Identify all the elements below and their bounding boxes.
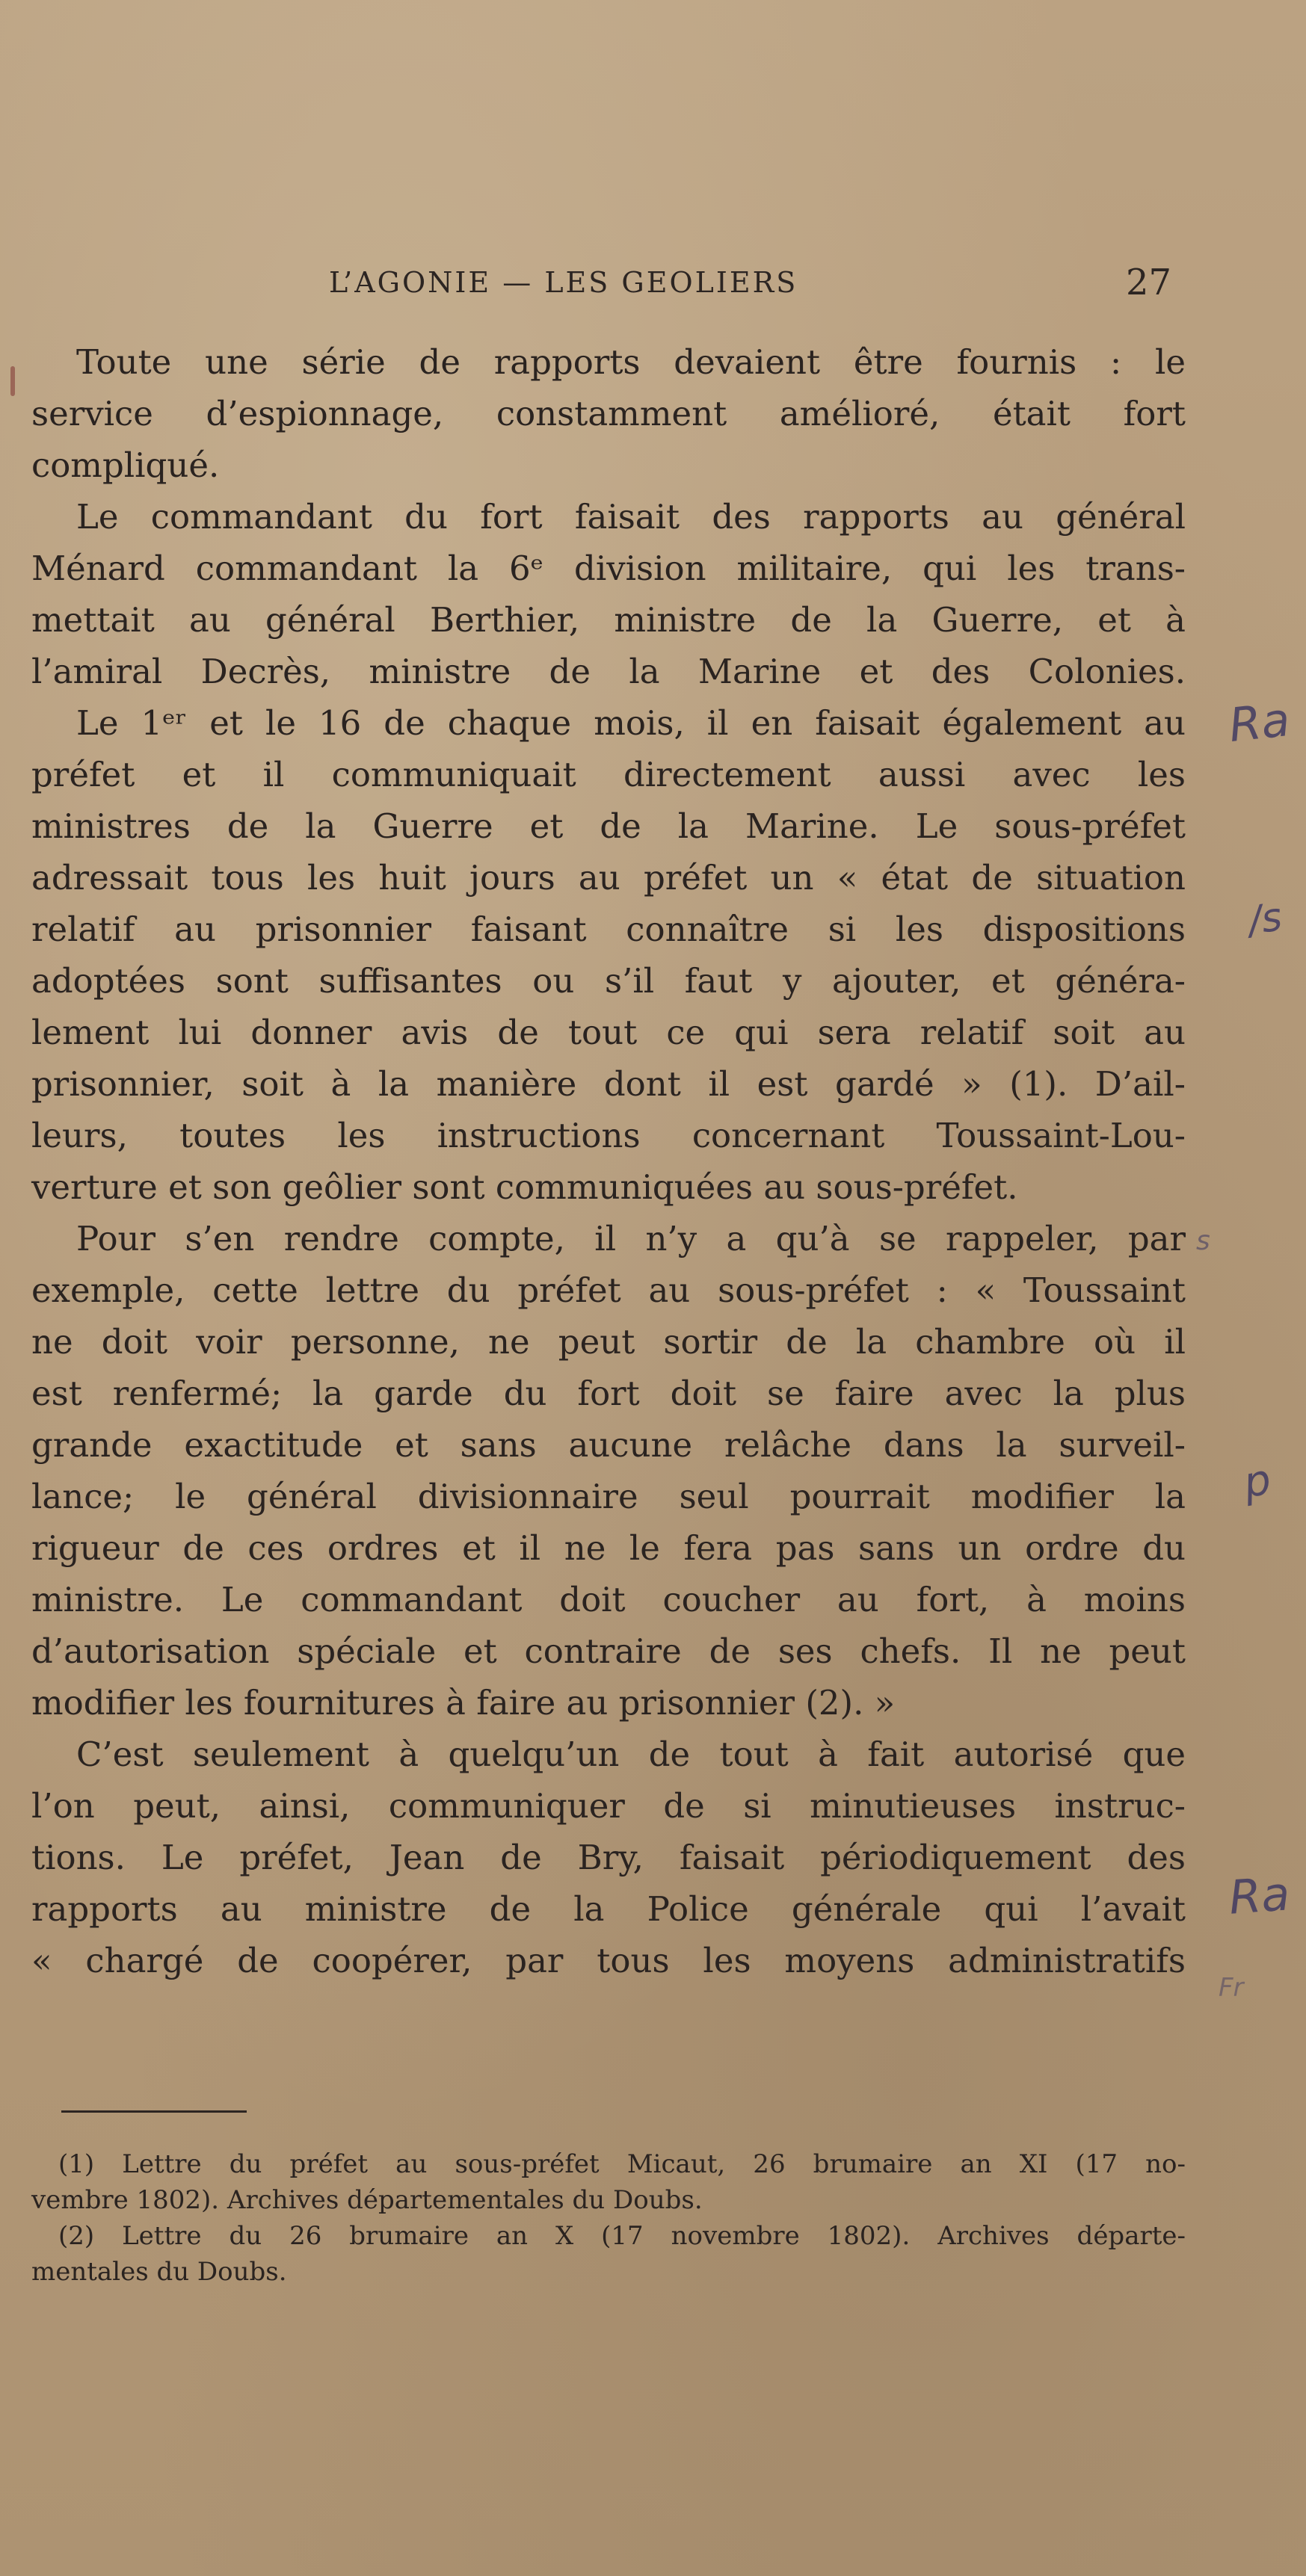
text-line: adoptées sont suffisantes ou s’il faut y ajouter, et généra-: [31, 961, 1186, 1001]
text-line: prisonnier, soit à la manière dont il est gardé » (1). D’ail-: [31, 1064, 1186, 1104]
text-line: Le commandant du fort faisait des rapports au général: [76, 497, 1186, 537]
text-line: préfet et il communiquait directement aussi avec les: [31, 755, 1186, 794]
text-line: est renfermé; la garde du fort doit se faire avec la plus: [31, 1374, 1186, 1413]
margin-note: Fr: [1219, 1973, 1244, 2003]
footnote-line: (2) Lettre du 26 brumaire an X (17 novembre 1802). Archives départe-: [58, 2221, 1186, 2251]
footnote-line: mentales du Doubs.: [31, 2257, 287, 2287]
running-title: L’AGONIE — LES GEOLIERS: [329, 266, 798, 299]
text-line: lement lui donner avis de tout ce qui sera relatif soit au: [31, 1013, 1186, 1052]
margin-note: /s: [1245, 895, 1285, 944]
footnote-line: (1) Lettre du préfet au sous-préfet Micaut, 26 brumaire an XI (17 no-: [58, 2149, 1186, 2179]
margin-note: Ra: [1226, 691, 1293, 753]
text-line: rigueur de ces ordres et il ne le fera pas sans un ordre du: [31, 1528, 1186, 1568]
ink-smudge: [10, 366, 15, 396]
text-line: lance; le général divisionnaire seul pourrait modifier la: [31, 1477, 1186, 1516]
margin-note: p: [1239, 1455, 1275, 1508]
body-text: [31, 336, 1186, 1986]
text-line: service d’espionnage, constamment amélioré, était fort: [31, 394, 1186, 433]
text-line: ne doit voir personne, ne peut sortir de la chambre où il: [31, 1322, 1186, 1362]
text-line: Pour s’en rendre compte, il n’y a qu’à se rappeler, par: [76, 1219, 1186, 1258]
text-line: rapports au ministre de la Police générale qui l’avait: [31, 1889, 1186, 1929]
text-line: ministres de la Guerre et de la Marine. Le sous-préfet: [31, 806, 1186, 846]
text-line: l’amiral Decrès, ministre de la Marine et des Colonies.: [31, 652, 1186, 691]
text-line: adressait tous les huit jours au préfet un « état de situation: [31, 858, 1186, 898]
footnotes: [31, 2146, 1186, 2290]
text-line: Le 1ᵉʳ et le 16 de chaque mois, il en faisait également au: [76, 703, 1186, 743]
text-line: exemple, cette lettre du préfet au sous-préfet : « Toussaint: [31, 1270, 1186, 1310]
margin-note: s: [1196, 1226, 1210, 1256]
text-line: grande exactitude et sans aucune relâche dans la surveil-: [31, 1425, 1186, 1465]
margin-annotations: [1196, 0, 1306, 2576]
text-line: compliqué.: [31, 445, 220, 485]
margin-note: Ra: [1227, 1866, 1292, 1925]
footnote-divider: [61, 2110, 247, 2113]
text-line: l’on peut, ainsi, communiquer de si minutieuses instruc-: [31, 1786, 1186, 1826]
text-line: mettait au général Berthier, ministre de la Guerre, et à: [31, 600, 1186, 640]
text-line: Ménard commandant la 6ᵉ division militaire, qui les trans-: [31, 549, 1186, 588]
text-line: « chargé de coopérer, par tous les moyens administratifs: [31, 1941, 1186, 1980]
text-line: Toute une série de rapports devaient être fournis : le: [76, 342, 1186, 382]
text-line: C’est seulement à quelqu’un de tout à fait autorisé que: [76, 1735, 1186, 1774]
text-line: ministre. Le commandant doit coucher au fort, à moins: [31, 1580, 1186, 1619]
text-line: d’autorisation spéciale et contraire de ses chefs. Il ne peut: [31, 1631, 1186, 1671]
text-line: modifier les fournitures à faire au prisonnier (2). »: [31, 1683, 896, 1723]
page-number: 27: [1126, 262, 1172, 303]
text-line: relatif au prisonnier faisant connaître si les dispositions: [31, 909, 1186, 949]
footnote-line: vembre 1802). Archives départementales du Doubs.: [31, 2185, 703, 2215]
running-head: [0, 262, 1306, 306]
text-line: verture et son geôlier sont communiquées au sous-préfet.: [31, 1167, 1018, 1207]
text-line: tions. Le préfet, Jean de Bry, faisait périodiquement des: [31, 1838, 1186, 1877]
text-line: leurs, toutes les instructions concernant Toussaint-Lou-: [31, 1116, 1186, 1155]
